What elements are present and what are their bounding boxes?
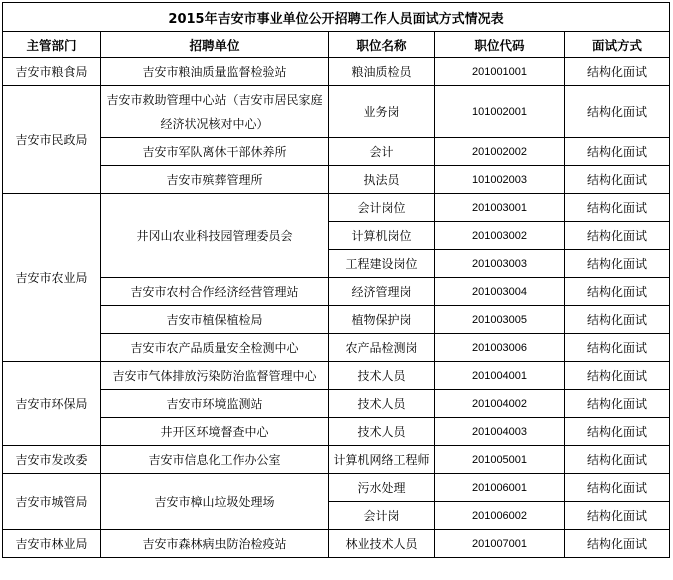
unit-cell: 吉安市农村合作经济经营管理站 xyxy=(101,278,329,306)
position-cell: 会计 xyxy=(329,138,435,166)
header-unit: 招聘单位 xyxy=(101,32,329,58)
unit-cell: 吉安市森林病虫防治检疫站 xyxy=(101,530,329,558)
unit-cell: 吉安市殡葬管理所 xyxy=(101,166,329,194)
code-cell: 201003002 xyxy=(435,222,565,250)
position-cell: 会计岗 xyxy=(329,502,435,530)
table-body xyxy=(3,58,670,558)
position-cell: 执法员 xyxy=(329,166,435,194)
position-cell: 业务岗 xyxy=(329,86,435,138)
unit-cell: 吉安市粮油质量监督检验站 xyxy=(101,58,329,86)
method-cell: 结构化面试 xyxy=(565,138,670,166)
unit-cell: 吉安市植保植检局 xyxy=(101,306,329,334)
table-row xyxy=(3,418,670,446)
unit-cell: 吉安市信息化工作办公室 xyxy=(101,446,329,474)
header-code: 职位代码 xyxy=(435,32,565,58)
header-method: 面试方式 xyxy=(565,32,670,58)
method-cell: 结构化面试 xyxy=(565,446,670,474)
method-cell: 结构化面试 xyxy=(565,194,670,222)
position-cell: 技术人员 xyxy=(329,418,435,446)
dept-cell: 吉安市环保局 xyxy=(3,362,101,446)
table-row xyxy=(3,334,670,362)
table-row xyxy=(3,194,670,222)
dept-cell: 吉安市林业局 xyxy=(3,530,101,558)
header-dept: 主管部门 xyxy=(3,32,101,58)
dept-cell: 吉安市粮食局 xyxy=(3,58,101,86)
position-cell: 污水处理 xyxy=(329,474,435,502)
position-cell: 计算机岗位 xyxy=(329,222,435,250)
position-cell: 经济管理岗 xyxy=(329,278,435,306)
method-cell: 结构化面试 xyxy=(565,166,670,194)
code-cell: 201002002 xyxy=(435,138,565,166)
position-cell: 技术人员 xyxy=(329,362,435,390)
table-row xyxy=(3,530,670,558)
code-cell: 201005001 xyxy=(435,446,565,474)
table-row xyxy=(3,362,670,390)
position-cell: 计算机网络工程师 xyxy=(329,446,435,474)
code-cell: 201004002 xyxy=(435,390,565,418)
method-cell: 结构化面试 xyxy=(565,362,670,390)
method-cell: 结构化面试 xyxy=(565,390,670,418)
code-cell: 201001001 xyxy=(435,58,565,86)
method-cell: 结构化面试 xyxy=(565,502,670,530)
code-cell: 101002003 xyxy=(435,166,565,194)
interview-method-table xyxy=(2,2,670,558)
unit-cell: 吉安市军队离休干部休养所 xyxy=(101,138,329,166)
code-cell: 201006002 xyxy=(435,502,565,530)
method-cell: 结构化面试 xyxy=(565,222,670,250)
unit-cell: 井冈山农业科技园管理委员会 xyxy=(101,194,329,278)
position-cell: 会计岗位 xyxy=(329,194,435,222)
table-row xyxy=(3,86,670,138)
unit-cell: 吉安市环境监测站 xyxy=(101,390,329,418)
method-cell: 结构化面试 xyxy=(565,530,670,558)
method-cell: 结构化面试 xyxy=(565,278,670,306)
table-row xyxy=(3,306,670,334)
method-cell: 结构化面试 xyxy=(565,250,670,278)
method-cell: 结构化面试 xyxy=(565,58,670,86)
code-cell: 201007001 xyxy=(435,530,565,558)
table-row xyxy=(3,446,670,474)
position-cell: 技术人员 xyxy=(329,390,435,418)
code-cell: 201003004 xyxy=(435,278,565,306)
method-cell: 结构化面试 xyxy=(565,474,670,502)
table-row xyxy=(3,474,670,502)
unit-cell: 吉安市救助管理中心站（吉安市居民家庭经济状况核对中心） xyxy=(101,86,329,138)
dept-cell: 吉安市民政局 xyxy=(3,86,101,194)
code-cell: 201006001 xyxy=(435,474,565,502)
position-cell: 植物保护岗 xyxy=(329,306,435,334)
code-cell: 101002001 xyxy=(435,86,565,138)
unit-cell: 吉安市气体排放污染防治监督管理中心 xyxy=(101,362,329,390)
table-row xyxy=(3,278,670,306)
header-row xyxy=(3,32,670,58)
table-row xyxy=(3,138,670,166)
position-cell: 工程建设岗位 xyxy=(329,250,435,278)
code-cell: 201004003 xyxy=(435,418,565,446)
code-cell: 201003006 xyxy=(435,334,565,362)
unit-cell: 吉安市农产品质量安全检测中心 xyxy=(101,334,329,362)
method-cell: 结构化面试 xyxy=(565,418,670,446)
dept-cell: 吉安市农业局 xyxy=(3,194,101,362)
method-cell: 结构化面试 xyxy=(565,306,670,334)
table-row xyxy=(3,166,670,194)
dept-cell: 吉安市发改委 xyxy=(3,446,101,474)
table-title: 2015年吉安市事业单位公开招聘工作人员面试方式情况表 xyxy=(3,3,670,32)
method-cell: 结构化面试 xyxy=(565,86,670,138)
unit-cell: 井开区环境督查中心 xyxy=(101,418,329,446)
code-cell: 201004001 xyxy=(435,362,565,390)
code-cell: 201003005 xyxy=(435,306,565,334)
dept-cell: 吉安市城管局 xyxy=(3,474,101,530)
position-cell: 林业技术人员 xyxy=(329,530,435,558)
table-row xyxy=(3,390,670,418)
unit-cell: 吉安市樟山垃圾处理场 xyxy=(101,474,329,530)
code-cell: 201003003 xyxy=(435,250,565,278)
position-cell: 粮油质检员 xyxy=(329,58,435,86)
table-row xyxy=(3,58,670,86)
method-cell: 结构化面试 xyxy=(565,334,670,362)
code-cell: 201003001 xyxy=(435,194,565,222)
position-cell: 农产品检测岗 xyxy=(329,334,435,362)
header-position: 职位名称 xyxy=(329,32,435,58)
